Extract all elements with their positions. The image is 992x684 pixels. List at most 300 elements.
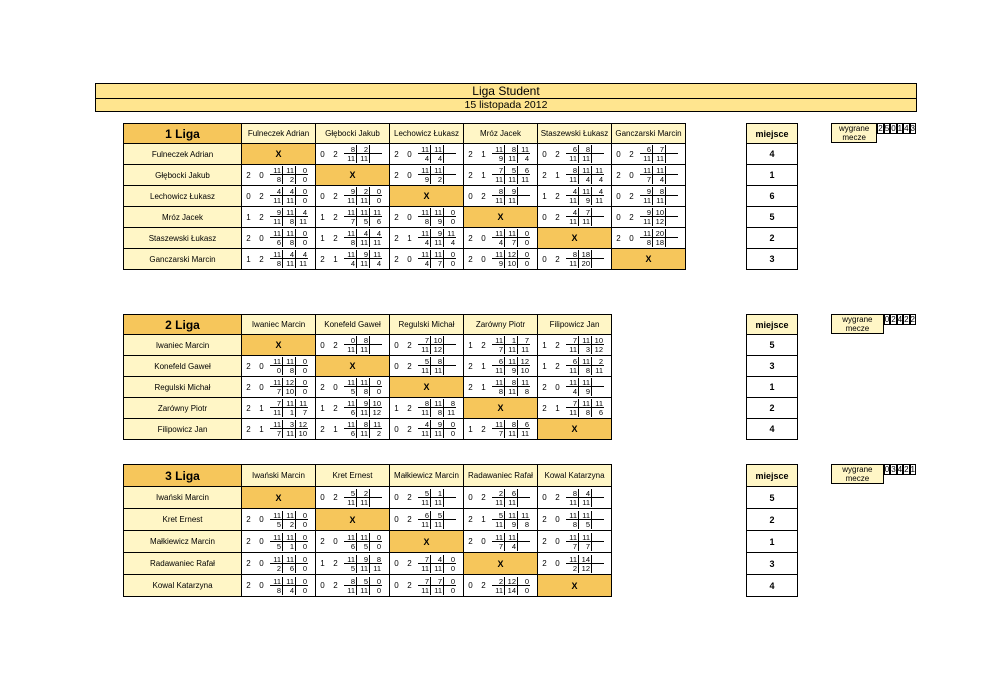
set-point: 2 <box>356 489 369 498</box>
set-point: 11 <box>569 196 577 205</box>
set-point: 8 <box>572 519 577 529</box>
set-point: 5 <box>350 387 355 396</box>
set-scores <box>492 357 530 375</box>
games-won: 0 <box>394 340 399 350</box>
set-point: 5 <box>356 217 369 226</box>
games-won: 2 <box>481 424 486 434</box>
set-point: 0 <box>295 387 308 396</box>
set-point: 11 <box>282 399 295 408</box>
set-point: 11 <box>356 196 369 205</box>
set-point: 6 <box>640 145 652 154</box>
set-point: 4 <box>295 250 308 259</box>
set-point: 11 <box>643 196 651 205</box>
set-scores <box>492 489 530 507</box>
set-point: 11 <box>504 175 517 184</box>
match-result-cell <box>390 165 464 186</box>
match-score <box>316 559 342 568</box>
set-point: 0 <box>443 577 456 586</box>
set-scores <box>270 533 308 551</box>
games-won: 2 <box>320 424 325 434</box>
match-result-cell <box>390 207 464 228</box>
row-player-name: Staszewski Łukasz <box>124 228 242 249</box>
games-won: 1 <box>481 361 486 371</box>
set-point: 5 <box>492 511 504 520</box>
set-point: 4 <box>498 238 503 247</box>
set-point: 11 <box>504 154 517 163</box>
match-result-cell <box>390 398 464 419</box>
games-won: 0 <box>394 424 399 434</box>
set-scores <box>640 187 678 205</box>
set-point: 11 <box>517 175 530 184</box>
set-scores <box>418 357 456 375</box>
match-score <box>464 341 490 350</box>
match-result-cell <box>464 356 538 377</box>
games-won: 2 <box>481 581 486 590</box>
set-point: 4 <box>572 387 577 396</box>
set-point <box>517 187 530 196</box>
match-score <box>612 234 638 243</box>
games-won: 0 <box>333 537 338 546</box>
set-scores <box>640 229 678 247</box>
set-point: 11 <box>569 217 577 226</box>
games-won: 2 <box>555 212 560 222</box>
wins-table <box>831 464 916 486</box>
match-score <box>390 515 416 524</box>
match-score <box>538 493 564 502</box>
games-won: 0 <box>616 212 621 222</box>
match-result-cell <box>612 228 686 249</box>
set-point: 9 <box>356 399 369 408</box>
games-won: 2 <box>246 361 251 371</box>
match-result-cell <box>390 335 464 356</box>
set-point: 11 <box>430 366 443 375</box>
set-point: 11 <box>418 166 430 175</box>
player-row <box>124 186 686 207</box>
set-point: 12 <box>504 250 517 259</box>
set-point: 4 <box>350 259 355 268</box>
set-point: 11 <box>591 196 604 205</box>
match-score <box>242 559 268 568</box>
set-point: 10 <box>295 429 308 438</box>
page-date: 15 listopada 2012 <box>464 99 548 111</box>
set-point: 18 <box>652 238 665 247</box>
wins-value: 3 <box>910 124 915 133</box>
set-point: 11 <box>421 366 429 375</box>
set-scores <box>492 229 530 247</box>
set-scores <box>566 378 604 396</box>
games-won: 1 <box>542 361 547 371</box>
games-won: 0 <box>259 361 264 371</box>
games-won: 0 <box>320 149 325 159</box>
set-scores <box>566 250 604 268</box>
set-point: 0 <box>295 378 308 387</box>
set-point: 11 <box>273 217 281 226</box>
place-table <box>746 464 798 597</box>
games-won: 2 <box>333 403 338 413</box>
set-point: 11 <box>270 511 282 520</box>
set-scores <box>566 145 604 163</box>
place-header: miejsce <box>747 465 798 487</box>
games-won: 2 <box>555 361 560 371</box>
match-result-cell <box>538 553 612 575</box>
set-point <box>591 145 604 154</box>
set-point: 11 <box>504 429 517 438</box>
set-point: 11 <box>569 497 577 507</box>
set-point: 12 <box>652 217 665 226</box>
games-won: 2 <box>320 537 325 546</box>
set-point: 8 <box>578 366 591 375</box>
games-won: 2 <box>246 382 251 392</box>
set-point: 2 <box>356 187 369 196</box>
self-match-cell: X <box>242 144 316 165</box>
match-score <box>538 515 564 524</box>
match-result-cell <box>464 575 538 597</box>
match-result-cell <box>612 144 686 165</box>
set-point: 7 <box>276 429 281 438</box>
set-point: 11 <box>356 208 369 217</box>
set-point: 4 <box>270 187 282 196</box>
set-point: 7 <box>652 145 665 154</box>
set-point: 11 <box>578 217 591 226</box>
match-result-cell <box>612 207 686 228</box>
set-point: 0 <box>443 217 456 226</box>
set-point: 1 <box>504 336 517 345</box>
set-point: 11 <box>430 520 443 529</box>
set-scores <box>270 399 308 417</box>
games-won: 2 <box>407 424 412 434</box>
set-point: 0 <box>295 238 308 247</box>
set-point: 0 <box>369 387 382 396</box>
place-header: miejsce <box>747 124 798 144</box>
row-player-name: Regulski Michał <box>124 377 242 398</box>
set-scores <box>344 489 382 507</box>
match-score <box>538 341 564 350</box>
set-scores <box>344 208 382 226</box>
set-point <box>369 345 382 354</box>
set-point: 11 <box>430 238 443 247</box>
set-point: 18 <box>578 250 591 259</box>
set-point: 11 <box>270 357 282 366</box>
set-point: 11 <box>495 196 503 205</box>
match-score <box>612 213 638 222</box>
league-table <box>123 464 612 597</box>
set-point: 11 <box>421 497 429 507</box>
set-point: 2 <box>356 145 369 154</box>
set-point: 4 <box>418 420 430 429</box>
set-point: 11 <box>356 429 369 438</box>
place-value: 1 <box>747 165 798 186</box>
match-score <box>390 559 416 568</box>
set-point: 11 <box>652 166 665 175</box>
set-point: 8 <box>646 238 651 247</box>
place-value: 1 <box>747 377 798 398</box>
games-won: 2 <box>320 382 325 392</box>
set-point: 8 <box>504 378 517 387</box>
games-won: 0 <box>542 493 547 502</box>
match-result-cell <box>464 165 538 186</box>
set-point <box>443 166 456 175</box>
set-point: 1 <box>430 489 443 498</box>
match-result-cell <box>242 575 316 597</box>
wins-value: 4 <box>904 124 909 133</box>
set-point: 11 <box>492 420 504 429</box>
match-score <box>316 192 342 201</box>
set-point: 11 <box>270 533 282 542</box>
player-row <box>124 575 612 597</box>
games-won: 1 <box>246 212 251 222</box>
set-point: 9 <box>578 387 591 396</box>
set-scores <box>344 399 382 417</box>
row-player-name: Kowal Katarzyna <box>124 575 242 597</box>
games-won: 2 <box>468 254 473 264</box>
games-won: 2 <box>555 149 560 159</box>
set-scores <box>640 145 678 163</box>
set-point: 2 <box>492 489 504 498</box>
set-point: 11 <box>640 166 652 175</box>
match-score <box>242 425 268 434</box>
set-point: 9 <box>504 366 517 375</box>
set-point: 5 <box>504 166 517 175</box>
set-point: 11 <box>495 497 503 507</box>
set-point: 1 <box>282 542 295 551</box>
match-score <box>538 192 564 201</box>
games-won: 2 <box>542 515 547 524</box>
match-score <box>316 255 342 264</box>
set-point: 11 <box>578 187 591 196</box>
set-point: 7 <box>498 541 503 551</box>
set-point: 4 <box>369 259 382 268</box>
set-point <box>443 154 456 163</box>
match-result-cell <box>538 398 612 419</box>
match-result-cell <box>464 228 538 249</box>
set-point: 14 <box>578 555 591 564</box>
set-point: 0 <box>517 238 530 247</box>
set-point: 4 <box>652 175 665 184</box>
match-result-cell <box>390 419 464 440</box>
games-won: 2 <box>259 191 264 201</box>
games-won: 0 <box>555 559 560 568</box>
set-scores <box>492 250 530 268</box>
games-won: 0 <box>333 382 338 392</box>
match-result-cell <box>390 575 464 597</box>
set-point: 11 <box>569 345 577 354</box>
match-score <box>242 192 268 201</box>
set-point: 6 <box>517 420 530 429</box>
set-point: 11 <box>369 238 382 247</box>
set-point: 8 <box>344 577 356 586</box>
games-won: 2 <box>333 212 338 222</box>
match-score <box>538 559 564 568</box>
set-scores <box>270 208 308 226</box>
set-point: 0 <box>443 208 456 217</box>
player-row <box>124 228 686 249</box>
set-point: 11 <box>495 366 503 375</box>
set-point: 11 <box>356 564 369 573</box>
games-won: 0 <box>246 191 251 201</box>
set-point: 11 <box>295 217 308 226</box>
games-won: 2 <box>542 559 547 568</box>
set-point: 11 <box>430 429 443 438</box>
set-point <box>665 208 678 217</box>
column-player-name: Fulneczek Adrian <box>242 124 316 144</box>
place-value: 5 <box>747 207 798 228</box>
set-point <box>665 154 678 163</box>
match-score <box>538 213 564 222</box>
set-point: 12 <box>282 378 295 387</box>
set-point: 4 <box>517 154 530 163</box>
match-result-cell <box>316 207 390 228</box>
set-point: 11 <box>295 259 308 268</box>
set-point: 7 <box>492 166 504 175</box>
match-result-cell <box>390 553 464 575</box>
set-point: 10 <box>517 366 530 375</box>
match-score <box>316 234 342 243</box>
match-score <box>242 213 268 222</box>
set-point: 8 <box>578 408 591 417</box>
match-result-cell <box>464 419 538 440</box>
set-point: 11 <box>282 259 295 268</box>
set-scores <box>492 511 530 529</box>
games-won: 2 <box>394 212 399 222</box>
games-won: 2 <box>333 581 338 590</box>
place-header: miejsce <box>747 315 798 335</box>
set-scores <box>492 420 530 438</box>
set-scores <box>270 250 308 268</box>
place-value: 3 <box>747 356 798 377</box>
set-point: 11 <box>430 586 443 595</box>
set-point: 8 <box>282 366 295 375</box>
set-point: 10 <box>504 259 517 268</box>
set-point: 11 <box>270 229 282 238</box>
set-point: 11 <box>430 145 443 154</box>
set-point: 11 <box>643 154 651 163</box>
set-scores <box>418 229 456 247</box>
player-row <box>124 419 612 440</box>
set-point <box>665 238 678 247</box>
set-scores <box>270 511 308 529</box>
set-scores <box>566 399 604 417</box>
set-point: 4 <box>504 542 517 551</box>
set-point: 11 <box>591 366 604 375</box>
set-point: 4 <box>282 187 295 196</box>
match-result-cell <box>390 249 464 270</box>
match-result-cell <box>242 509 316 531</box>
match-result-cell <box>242 356 316 377</box>
set-point: 11 <box>347 196 355 205</box>
games-won: 2 <box>246 581 251 590</box>
set-scores <box>270 577 308 595</box>
set-point: 2 <box>572 563 577 573</box>
column-player-name: Iwański Marcin <box>242 465 316 487</box>
set-point: 11 <box>492 250 504 259</box>
self-match-cell: X <box>316 356 390 377</box>
match-result-cell <box>316 398 390 419</box>
set-point: 11 <box>492 336 504 345</box>
set-point: 8 <box>492 187 504 196</box>
match-score <box>464 171 490 180</box>
self-match-cell: X <box>538 228 612 249</box>
row-player-name: Mróz Jacek <box>124 207 242 228</box>
set-point: 11 <box>369 420 382 429</box>
set-point: 5 <box>356 577 369 586</box>
match-score <box>242 234 268 243</box>
set-scores <box>492 187 530 205</box>
set-point: 11 <box>356 345 369 354</box>
match-result-cell <box>612 186 686 207</box>
set-point: 11 <box>418 145 430 154</box>
set-point: 7 <box>276 387 281 396</box>
set-point: 8 <box>504 420 517 429</box>
set-point: 0 <box>295 357 308 366</box>
wins-value: 1 <box>910 465 915 474</box>
set-point: 11 <box>282 429 295 438</box>
set-point: 11 <box>418 250 430 259</box>
set-point: 0 <box>295 586 308 595</box>
games-won: 0 <box>259 233 264 243</box>
games-won: 0 <box>394 559 399 568</box>
wins-header: wygrane mecze <box>832 315 884 334</box>
player-row <box>124 553 612 575</box>
set-point: 0 <box>295 520 308 529</box>
match-result-cell <box>242 377 316 398</box>
set-point: 11 <box>282 357 295 366</box>
set-point: 11 <box>652 196 665 205</box>
wins-value: 3 <box>891 465 896 474</box>
set-point <box>591 489 604 498</box>
row-player-name: Filipowicz Jan <box>124 419 242 440</box>
match-result-cell <box>464 487 538 509</box>
match-result-cell <box>316 487 390 509</box>
games-won: 1 <box>259 424 264 434</box>
games-won: 2 <box>542 170 547 180</box>
set-point <box>443 145 456 154</box>
set-point: 12 <box>517 357 530 366</box>
set-point: 0 <box>517 250 530 259</box>
set-point: 11 <box>356 533 369 542</box>
set-point: 5 <box>350 563 355 573</box>
set-scores <box>566 166 604 184</box>
set-scores <box>344 250 382 268</box>
match-score <box>390 213 416 222</box>
games-won: 2 <box>542 403 547 413</box>
set-scores <box>344 145 382 163</box>
set-point: 8 <box>282 217 295 226</box>
games-won: 0 <box>259 559 264 568</box>
set-point: 6 <box>276 238 281 247</box>
set-point: 8 <box>566 250 578 259</box>
self-match-cell: X <box>464 207 538 228</box>
games-won: 2 <box>333 559 338 568</box>
games-won: 2 <box>246 537 251 546</box>
games-won: 0 <box>542 212 547 222</box>
set-point: 0 <box>295 187 308 196</box>
set-point: 7 <box>517 336 530 345</box>
match-score <box>316 537 342 546</box>
games-won: 2 <box>542 382 547 392</box>
set-point <box>591 259 604 268</box>
self-match-cell: X <box>538 575 612 597</box>
set-point: 6 <box>591 408 604 417</box>
set-point: 4 <box>566 187 578 196</box>
set-point: 12 <box>591 345 604 354</box>
set-point: 8 <box>356 420 369 429</box>
set-point: 6 <box>566 145 578 154</box>
set-scores <box>270 187 308 205</box>
set-point: 11 <box>270 420 282 429</box>
player-row <box>124 487 612 509</box>
set-point: 0 <box>443 420 456 429</box>
set-point: 12 <box>430 345 443 354</box>
